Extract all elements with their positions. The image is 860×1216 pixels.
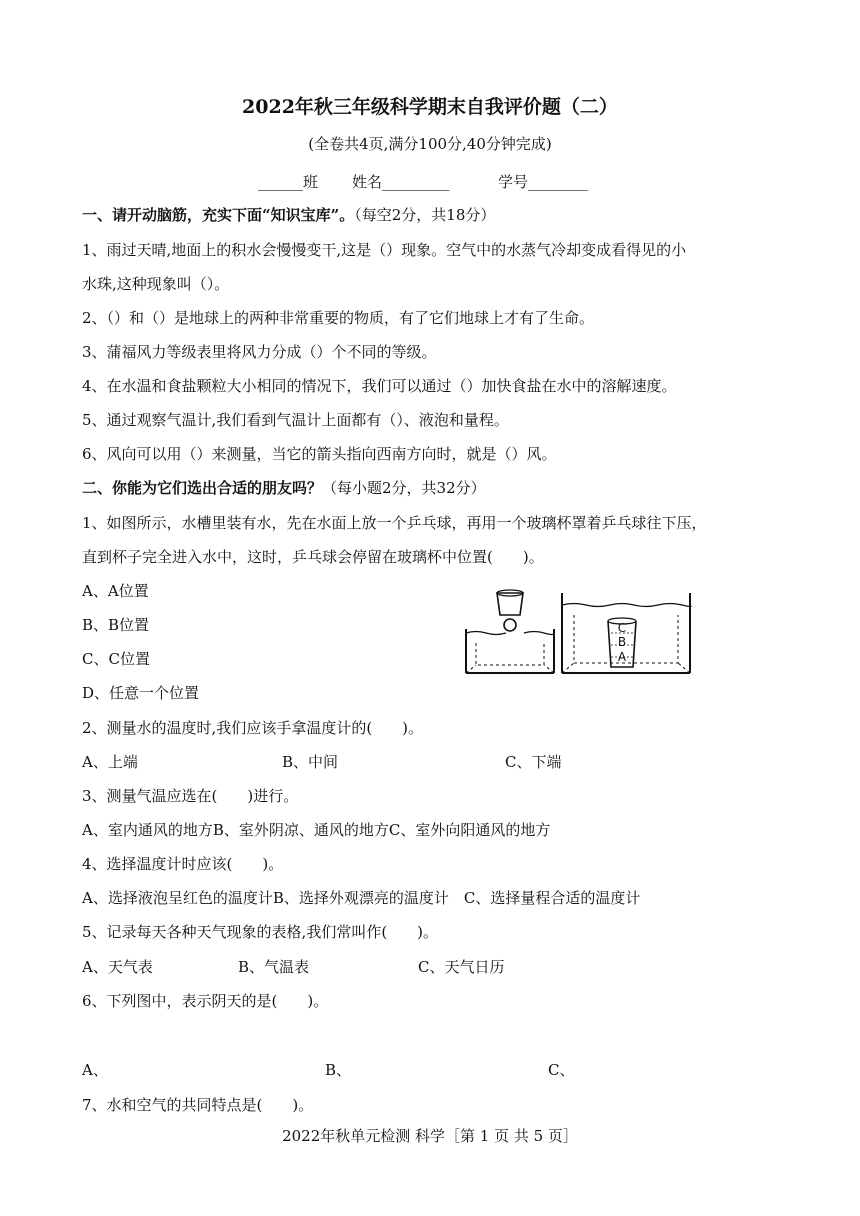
s2-question-3: 3、测量气温应选在( )进行。 xyxy=(82,787,299,805)
s2-q1-option-c: C、C位置 xyxy=(82,650,150,668)
section1-header xyxy=(82,205,495,225)
left-tank-illustration xyxy=(466,590,554,673)
section2-header xyxy=(82,478,486,498)
s2-q6-option-b: B、 xyxy=(325,1061,352,1079)
s2-q1-option-d: D、任意一个位置 xyxy=(82,684,200,702)
s2-q2-option-a: A、上端 xyxy=(82,753,138,771)
figure-label-c: C xyxy=(617,621,627,635)
s2-q3-options: A、室内通风的地方B、室外阴凉、通风的地方C、室外向阳通风的地方 xyxy=(82,821,551,839)
figure-label-a: A xyxy=(617,650,627,664)
tank-figure xyxy=(464,589,694,681)
s2-question-5: 5、记录每天各种天气现象的表格,我们常叫作( )。 xyxy=(82,923,439,941)
figure-label-b: B xyxy=(617,635,627,649)
section1-score: （每空2分，共18分） xyxy=(354,206,496,224)
s2-q6-option-c: C、 xyxy=(548,1061,575,1079)
page-title: 2022年秋三年级科学期末自我评价题（二） xyxy=(242,96,618,118)
s1-question-5: 5、通过观察气温计,我们看到气温计上面都有（）、液泡和量程。 xyxy=(82,411,509,429)
s2-question-2: 2、测量水的温度时,我们应该手拿温度计的( )。 xyxy=(82,719,424,737)
s2-question-4: 4、选择温度计时应该( )。 xyxy=(82,855,284,873)
s1-question-1-line1: 1、雨过天晴,地面上的积水会慢慢变干,这是（）现象。空气中的水蒸气冷却变成看得见的小 xyxy=(82,241,687,259)
s1-question-1-line2: 水珠,这种现象叫（）。 xyxy=(82,275,230,293)
s2-q4-options: A、选择液泡呈红色的温度计B、选择外观漂亮的温度计 C、选择量程合适的温度计 xyxy=(82,889,641,907)
number-field: 学号________ xyxy=(498,173,589,191)
s1-question-6: 6、风向可以用（）来测量，当它的箭头指向西南方向时，就是（）风。 xyxy=(82,445,557,463)
s1-question-4: 4、在水温和食盐颗粒大小相同的情况下，我们可以通过（）加快食盐在水中的溶解速度。 xyxy=(82,377,677,395)
s2-q5-option-a: A、天气表 xyxy=(82,958,153,976)
name-field: 姓名_________ xyxy=(352,173,450,191)
s2-question-1-line1: 1、如图所示，水槽里装有水，先在水面上放一个乒乓球，再用一个玻璃杯罩着乒乓球往下压， xyxy=(82,514,707,532)
s2-q2-option-c: C、下端 xyxy=(505,753,562,771)
right-tank-illustration xyxy=(562,593,691,673)
section2-heading: 二、你能为它们选出合适的朋友吗？ xyxy=(82,479,323,497)
section2-score: （每小题2分，共32分） xyxy=(322,479,486,497)
s2-question-6: 6、下列图中，表示阴天的是( )。 xyxy=(82,992,329,1010)
s2-q1-option-b: B、B位置 xyxy=(82,616,150,634)
s2-q2-option-b: B、中间 xyxy=(282,753,339,771)
section1-heading: 一、请开动脑筋，充实下面“知识宝库”。 xyxy=(82,206,355,224)
s2-question-1-line2: 直到杯子完全进入水中，这时，乒乓球会停留在玻璃杯中位置( )。 xyxy=(82,548,544,566)
s2-q5-option-c: C、天气日历 xyxy=(418,958,505,976)
subtitle: (全卷共4页,满分100分,40分钟完成) xyxy=(308,135,552,153)
s1-question-3: 3、蒲福风力等级表里将风力分成（）个不同的等级。 xyxy=(82,343,437,361)
class-field: ______班 xyxy=(258,173,319,191)
s2-q1-option-a: A、A位置 xyxy=(82,582,149,600)
s1-question-2: 2、（）和（）是地球上的两种非常重要的物质，有了它们地球上才有了生命。 xyxy=(82,309,595,327)
s2-q5-option-b: B、气温表 xyxy=(238,958,310,976)
s2-q6-option-a: A、 xyxy=(82,1061,108,1079)
page-footer: 2022年秋单元检测 科学［第 1 页 共 5 页］ xyxy=(282,1127,578,1145)
s2-question-7: 7、水和空气的共同特点是( )。 xyxy=(82,1096,314,1114)
